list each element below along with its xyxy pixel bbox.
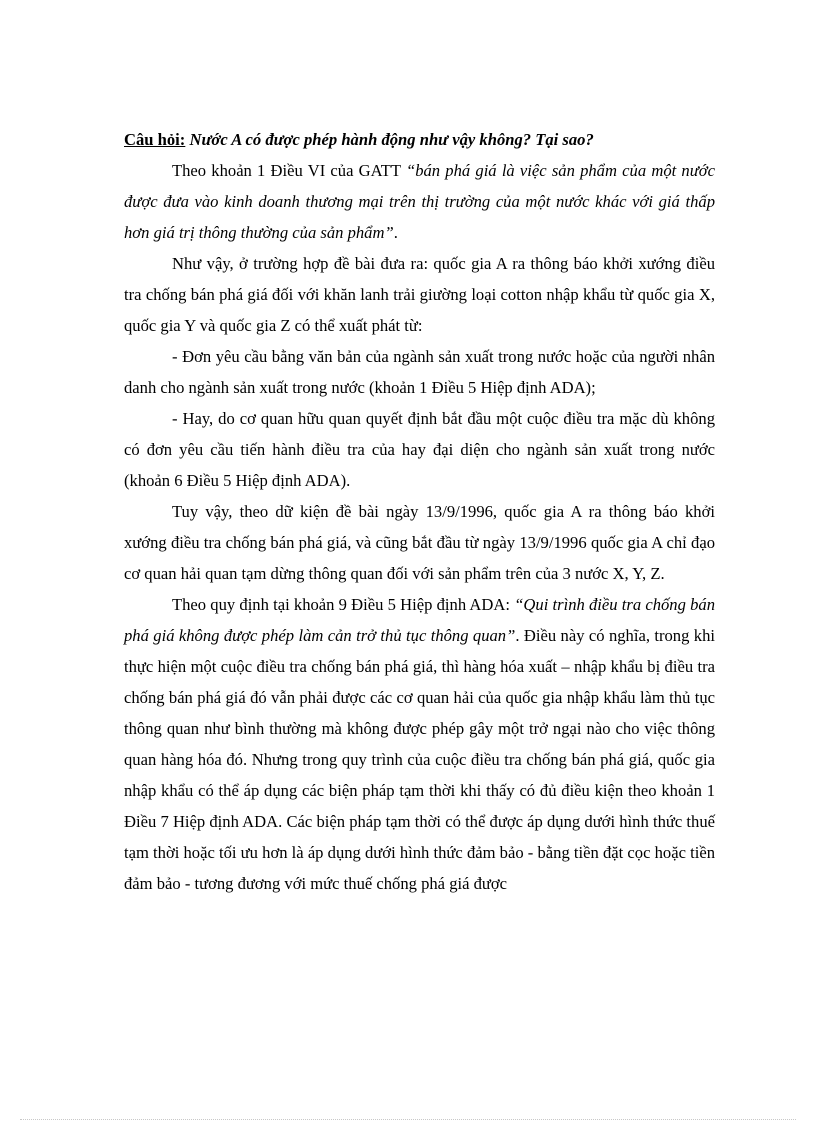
gatt-quote: “bán phá giá là việc sản phẩm của một nước được đưa vào kinh doanh thương mại trên thị trường của một nước khác với giá thấp hơn giá trị thông thường của sản phẩm” — [124, 161, 715, 242]
paragraph-lead: Theo khoản 1 Điều VI của GATT — [172, 161, 406, 180]
page-bottom-divider — [20, 1119, 796, 1120]
paragraph-rest: . Điều này có nghĩa, trong khi thực hiện một cuộc điều tra chống bán phá giá, thì hàng hóa xuất – nhập khẩu bị điều tra chống bán phá giá đó vẫn phải được các cơ quan hải của quốc gia nhập khẩu làm thủ tục thông quan như bình thường mà không được phép gây một trở ngại nào cho việc thông quan hàng hóa đó. Nhưng trong quy trình của cuộc điều tra chống bán phá giá, quốc gia nhập khẩu có thể áp dụng các biện pháp tạm thời khi thấy có đủ điều kiện theo khoản 1 Điều 7 Hiệp định ADA. Các biện pháp tạm thời có thể được áp dụng dưới hình thức thuế tạm thời hoặc tối ưu hơn là áp dụng dưới hình thức đảm bảo - bằng tiền đặt cọc hoặc tiền đảm bảo - tương đương với mức thuế chống phá giá được — [124, 626, 715, 893]
list-item-written-request: - Đơn yêu cầu bằng văn bản của ngành sản xuất trong nước hoặc của người nhân danh cho ngành sản xuất trong nước (khoản 1 Điều 5 Hiệp định ADA); — [124, 347, 715, 397]
paragraph-case-summary: Như vậy, ở trường hợp đề bài đưa ra: quốc gia A ra thông báo khởi xướng điều tra chống bán phá giá đối với khăn lanh trải giường loại cotton nhập khẩu từ quốc gia X, quốc gia Y và quốc gia Z có thể xuất phát từ: — [124, 254, 715, 335]
paragraph-end: . — [393, 223, 398, 242]
question-text: Nước A có được phép hành động như vậy không? Tại sao? — [189, 130, 594, 149]
list-item-authority-initiation: - Hay, do cơ quan hữu quan quyết định bắt đầu một cuộc điều tra mặc dù không có đơn yêu cầu tiến hành điều tra của hay đại diện cho ngành sản xuất trong nước (khoản 6 Điều 5 Hiệp định ADA). — [124, 409, 715, 490]
paragraph-gatt-definition — [124, 155, 715, 248]
ada-quote: “Qui trình điều tra chống bán phá giá không được phép làm cản trở thủ tục thông quan” — [124, 595, 716, 645]
document-body — [124, 124, 715, 899]
paragraph-ada-article-5-9 — [124, 589, 715, 899]
question-label: Câu hỏi: — [124, 130, 186, 149]
paragraph-facts: Tuy vậy, theo dữ kiện đề bài ngày 13/9/1996, quốc gia A ra thông báo khởi xướng điều tra chống bán phá giá, và cũng bắt đầu từ ngày 13/9/1996 quốc gia A chỉ đạo cơ quan hải quan tạm dừng thông quan đối với sản phẩm trên của 3 nước X, Y, Z. — [124, 502, 715, 583]
paragraph-lead: Theo quy định tại khoản 9 Điều 5 Hiệp định ADA: — [172, 595, 515, 614]
question-heading — [124, 124, 715, 155]
